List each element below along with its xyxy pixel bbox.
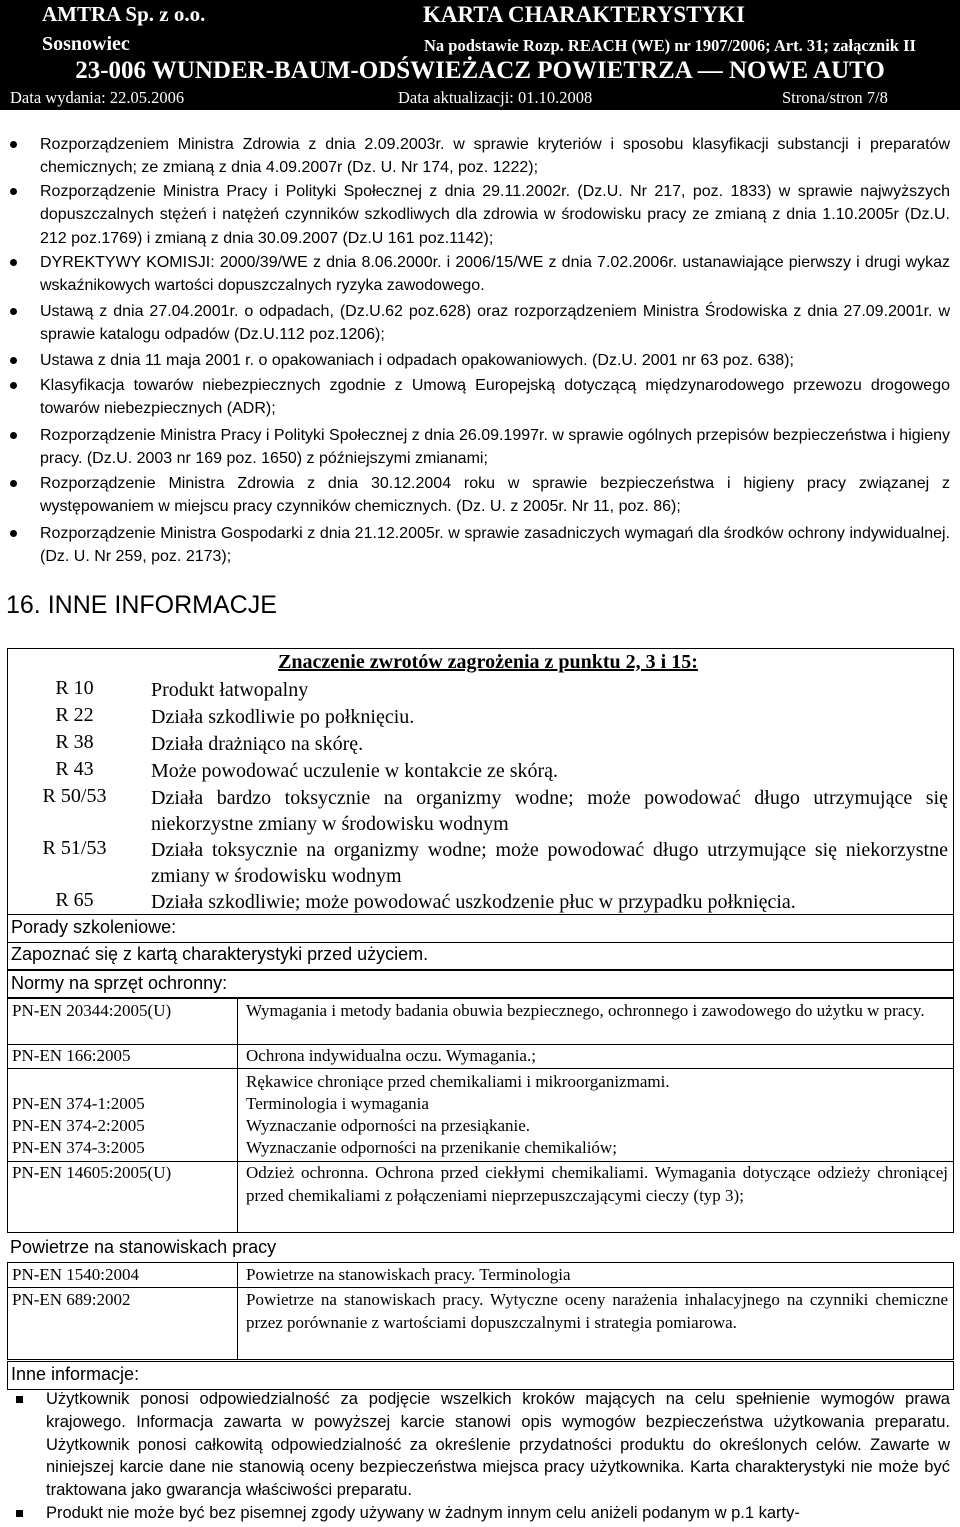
bullet-icon: [10, 141, 17, 148]
list-item: Klasyfikacja towarów niebezpiecznych zgodnie z Umową Europejską dotyczącą międzynarodowego przewozu drogowego towarów niebezpiecznych (ADR);: [40, 374, 950, 421]
square-bullet-icon: [16, 1510, 23, 1517]
list-item: Rozporządzenie Ministra Gospodarki z dnia 21.12.2005r. w sprawie zasadniczych wymagań dla środków ochrony indywidualnej. (Dz. U. Nr 259, poz. 2173);: [40, 522, 950, 569]
update-date: Data aktualizacji: 01.10.2008: [398, 88, 593, 107]
list-item: Rozporządzeniem Ministra Zdrowia z dnia 2.09.2003r. w sprawie kryteriów i sposobu klasyfikacji substancji i preparatów chemicznych; ze zmianą z dnia 4.09.2007r (Dz. U. Nr 174, poz. 1222);: [40, 133, 950, 180]
company-name: AMTRA Sp. z o.o.: [42, 2, 206, 26]
risk-code: R 10: [55, 677, 94, 699]
risk-description: Działa bardzo toksycznie na organizmy wodne; może powodować długo utrzymujące się niekorzystne zmiany w środowisku wodnym: [151, 787, 948, 835]
list-item: Rozporządzenie Ministra Zdrowia z dnia 30.12.2004 roku w sprawie bezpieczeństwa i higieny pracy związanej z występowaniem w miejscu pracy czynników chemicznych. (Dz. U. z 2005r. Nr 11, poz. 86);: [40, 472, 950, 519]
standard-code: PN-EN 374-2:2005: [12, 1116, 145, 1135]
risk-code: R 50/53: [42, 785, 107, 807]
bullet-icon: [10, 357, 17, 364]
risk-code: R 38: [55, 731, 94, 753]
ppe-label: Normy na sprzęt ochronny:: [11, 973, 228, 993]
ppe-standards-table: [7, 997, 954, 1233]
product-name: 23-006 WUNDER-BAUM-ODŚWIEŻACZ POWIETRZA — NOWE AUTO: [75, 57, 885, 84]
risk-code: R 65: [55, 889, 94, 911]
standard-description: Terminologia i wymagania: [246, 1094, 429, 1113]
risk-description: Działa szkodliwie po połknięciu.: [151, 706, 415, 728]
list-item: Ustawą z dnia 27.04.2001r. o odpadach, (Dz.U.62 poz.628) oraz rozporządzeniem Ministra Środowiska z dnia 27.09.2001r. w sprawie katalogu odpadów (Dz.U.112 poz.1206);: [40, 300, 950, 347]
column-divider: [237, 1263, 238, 1359]
risk-phrases-heading: Znaczenie zwrotów zagrożenia z punktu 2, 3 i 15:: [278, 651, 698, 673]
air-standards-table: [7, 1262, 954, 1360]
standard-code: PN-EN 374-1:2005: [12, 1094, 145, 1113]
bullet-icon: [10, 259, 17, 266]
list-item: Użytkownik ponosi odpowiedzialność za podjęcie wszelkich kroków mających na celu spełnienie wymogów prawa krajowego. Informacja zawarta w powyższej karcie stanowi opis wymogów bezpieczeństwa użytkowania preparatu. Użytkownik ponosi całkowitą odpowiedzialność za określenie przydatności produktu do określonych celów. Zawarte w niniejszej karcie dane nie stanowią oceny bezpieczeństwa miejsca pracy użytkownika. Karta charakterystyki nie może być traktowana jako gwarancja właściwości preparatu.: [46, 1388, 950, 1502]
standard-code: PN-EN 20344:2005(U): [12, 1001, 172, 1020]
page-number: Strona/stron 7/8: [782, 88, 888, 107]
air-label: Powietrze na stanowiskach pracy: [10, 1237, 277, 1257]
risk-code: R 43: [55, 758, 94, 780]
issue-date: Data wydania: 22.05.2006: [10, 88, 185, 107]
document-title: KARTA CHARAKTERYSTYKI: [423, 2, 745, 27]
column-divider: [237, 998, 238, 1232]
standard-code: PN-EN 374-3:2005: [12, 1138, 145, 1157]
standard-code: PN-EN 689:2002: [12, 1290, 131, 1309]
list-item: Rozporządzenie Ministra Pracy i Polityki Społecznej z dnia 26.09.1997r. w sprawie ogólnych przepisów bezpieczeństwa i higieny pracy. (Dz.U. 2003 nr 169 poz. 1650) z późniejszymi zmianami;: [40, 424, 950, 471]
list-item: Ustawa z dnia 11 maja 2001 r. o opakowaniach i odpadach opakowaniowych. (Dz.U. 2001 nr 63 poz. 638);: [40, 349, 950, 372]
bullet-icon: [10, 530, 17, 537]
risk-code: R 22: [55, 704, 94, 726]
regulation-reference: Na podstawie Rozp. REACH (WE) nr 1907/2006; Art. 31; załącznik II: [424, 36, 916, 55]
standard-description: Wyznaczanie odporności na przesiąkanie.: [246, 1116, 531, 1135]
list-item: Rozporządzenie Ministra Pracy i Polityki Społecznej z dnia 29.11.2002r. (Dz.U. Nr 217, poz. 1833) w sprawie najwyższych dopuszczalnych stężeń i natężeń czynników szkodliwych dla zdrowia w środowisku pracy ze zmianą z dnia 1.10.2005r (Dz.U. 212 poz.1769) i zmianą z dnia 30.09.2007 (Dz.U 161 poz.1142);: [40, 180, 950, 250]
bullet-icon: [10, 432, 17, 439]
company-city: Sosnowiec: [42, 33, 130, 55]
training-label: Porady szkoleniowe:: [11, 917, 177, 937]
standard-code: PN-EN 14605:2005(U): [12, 1163, 172, 1182]
risk-description: Działa toksycznie na organizmy wodne; może powodować długo utrzymujące się niekorzystne zmiany w środowisku wodnym: [151, 839, 948, 887]
standard-code: PN-EN 1540:2004: [12, 1265, 140, 1284]
air-label-box: [7, 1235, 952, 1262]
bullet-icon: [10, 382, 17, 389]
section-title: 16. INNE INFORMACJE: [6, 591, 277, 619]
list-item: DYREKTYWY KOMISJI: 2000/39/WE z dnia 8.06.2000r. i 2006/15/WE z dnia 7.02.2006r. ustanawiające pierwszy i drugi wykaz wskaźnikowych wartości dopuszczalnych ryzyka zawodowego.: [40, 251, 950, 298]
other-info-label-box: [7, 1361, 954, 1390]
bullet-icon: [10, 308, 17, 315]
bullet-icon: [10, 188, 17, 195]
risk-description: Działa drażniąco na skórę.: [151, 733, 364, 755]
training-text: Zapoznać się z kartą charakterystyki przed użyciem.: [11, 944, 429, 964]
risk-phrases-table: [7, 648, 954, 915]
training-text-box: [7, 942, 954, 970]
training-label-box: [7, 914, 954, 943]
standard-description: Wyznaczanie odporności na przenikanie chemikaliów;: [246, 1138, 617, 1157]
standard-description: Rękawice chroniące przed chemikaliami i mikroorganizmami.: [246, 1072, 670, 1091]
other-info-label: Inne informacje:: [11, 1364, 140, 1384]
standard-description: Wymagania i metody badania obuwia bezpiecznego, ochronnego i zawodowego do użytku w pracy.: [246, 1001, 925, 1020]
ppe-label-box: [7, 970, 954, 999]
standard-code: PN-EN 166:2005: [12, 1046, 131, 1065]
risk-description: Produkt łatwopalny: [151, 679, 309, 701]
standard-description: Powietrze na stanowiskach pracy. Wytyczne oceny narażenia inhalacyjnego na czynniki chemiczne przez porównanie z wartościami dopuszczalnymi i strategia pomiarowa.: [246, 1290, 948, 1332]
row-divider: [8, 1068, 953, 1069]
standard-description: Powietrze na stanowiskach pracy. Terminologia: [246, 1265, 571, 1284]
row-divider: [8, 1287, 953, 1288]
risk-description: Działa szkodliwie; może powodować uszkodzenie płuc w przypadku połknięcia.: [151, 891, 796, 913]
document-header: [0, 0, 960, 110]
standard-description: Ochrona indywidualna oczu. Wymagania.;: [246, 1046, 536, 1065]
risk-description: Może powodować uczulenie w kontakcie ze skórą.: [151, 760, 559, 782]
square-bullet-icon: [16, 1396, 23, 1403]
standard-description: Odzież ochronna. Ochrona przed ciekłymi chemikaliami. Wymagania dotyczące odzieży chroniącej przed chemikaliami z połączeniami nieprzepuszczającymi cieczy (typ 3);: [246, 1163, 948, 1205]
list-item: Produkt nie może być bez pisemnej zgody używany w żadnym innym celu aniżeli podanym w p.1 karty-: [46, 1502, 950, 1525]
bullet-icon: [10, 480, 17, 487]
risk-code: R 51/53: [42, 837, 107, 859]
